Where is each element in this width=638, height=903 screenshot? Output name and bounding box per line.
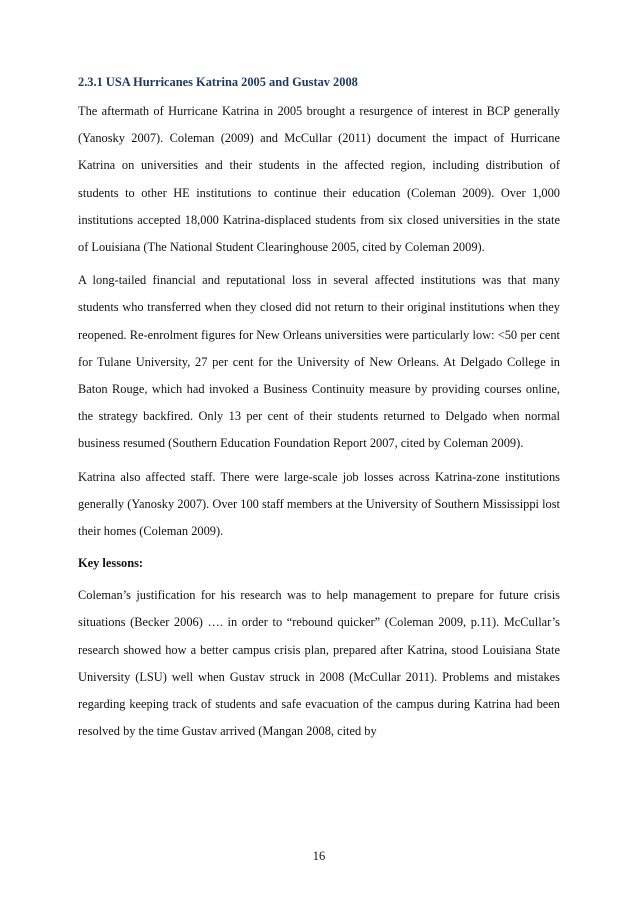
page-number: 16	[312, 849, 326, 863]
paragraph-staff-impact: Katrina also affected staff. There were large-scale job losses across Katrina-zone institutions generally (Yanosky 2007). Over 100 staff members at the University of Southern Mississippi lost their homes (Coleman 2009).	[78, 469, 560, 539]
section-heading: 2.3.1 USA Hurricanes Katrina 2005 and Gustav 2008	[78, 75, 358, 89]
paragraph-reputational-loss: A long-tailed financial and reputational loss in several affected institutions was that many students who transferred when they closed did not return to their original institutions when they reopened. Re-enrolment figures for New Orleans universities were particularly low: <50 per cent for Tulane University, 27 per cent for the University of New Orleans. At Delgado College in Baton Rouge, which had invoked a Business Continuity measure by providing courses online, the strategy backfired. Only 13 per cent of their students returned to Delgado when normal business resumed (Southern Education Foundation Report 2007, cited by Coleman 2009).	[78, 273, 560, 451]
key-lessons-heading: Key lessons:	[78, 556, 144, 571]
paragraph-katrina-aftermath: The aftermath of Hurricane Katrina in 2005 brought a resurgence of interest in BCP generally (Yanosky 2007). Coleman (2009) and McCullar (2011) document the impact of Hurricane Katrina on universities and their students in the affected region, including distribution of students to other HE institutions to continue their education (Coleman 2009). Over 1,000 institutions accepted 18,000 Katrina-displaced students from six closed universities in the state of Louisiana (The National Student Clearinghouse 2005, cited by Coleman 2009).	[78, 104, 560, 255]
paragraph-key-lessons: Coleman’s justification for his research was to help management to prepare for future crisis situations (Becker 2006) …. in order to “rebound quicker” (Coleman 2009, p.11). McCullar’s research showed how a better campus crisis plan, prepared after Katrina, stood Louisiana State University (LSU) well when Gustav struck in 2008 (McCullar 2011). Problems and mistakes regarding keeping track of students and safe evacuation of the campus during Katrina had been resolved by the time Gustav arrived (Mangan 2008, cited by	[78, 588, 560, 739]
document-page	[78, 74, 560, 751]
